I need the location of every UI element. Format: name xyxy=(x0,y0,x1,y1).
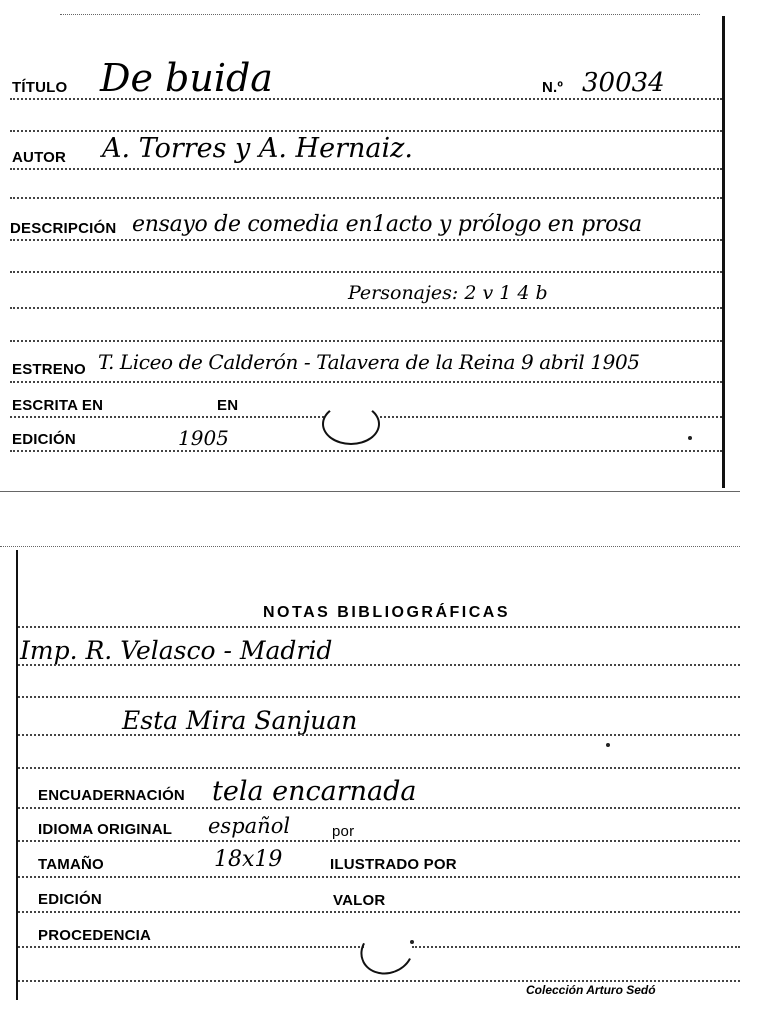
ruled-line xyxy=(18,876,740,878)
ruled-line xyxy=(18,696,740,698)
bibliographic-notes-heading: NOTAS BIBLIOGRÁFICAS xyxy=(263,604,511,621)
punch-hole xyxy=(354,920,420,982)
title-handwritten: De buida xyxy=(100,56,273,100)
card-top-edge-texture xyxy=(0,546,740,547)
binding-label: ENCUADERNACIÓN xyxy=(38,787,185,804)
edition-label: EDICIÓN xyxy=(12,431,76,448)
ruled-line xyxy=(18,946,364,948)
number-label: N.º xyxy=(542,79,564,96)
by-label: por xyxy=(332,823,355,840)
ruled-line xyxy=(10,271,722,273)
ruled-line xyxy=(18,767,740,769)
edition-handwritten: 1905 xyxy=(178,426,229,450)
ruled-line xyxy=(10,130,722,132)
ruled-line xyxy=(10,450,722,452)
ruled-line xyxy=(10,307,722,309)
original-language-label: IDIOMA ORIGINAL xyxy=(38,821,173,838)
catalog-card-back xyxy=(0,540,759,1028)
premiere-label: ESTRENO xyxy=(12,361,86,378)
illustrated-by-label: ILUSTRADO POR xyxy=(330,856,457,873)
provenance-label: PROCEDENCIA xyxy=(38,927,152,944)
original-language-handwritten: español xyxy=(208,814,291,838)
note-line-2-handwritten: Esta Mira Sanjuan xyxy=(122,706,358,735)
ruled-line xyxy=(18,980,740,982)
ruled-line xyxy=(18,664,740,666)
card-top-edge-texture xyxy=(60,14,700,15)
card-right-edge xyxy=(722,16,725,488)
ink-speck xyxy=(410,940,414,944)
ruled-line xyxy=(18,626,740,628)
author-label: AUTOR xyxy=(12,149,67,166)
size-label: TAMAÑO xyxy=(38,856,104,873)
ink-speck xyxy=(606,743,610,747)
collection-credit: Colección Arturo Sedó xyxy=(526,983,656,997)
en-label: EN xyxy=(217,397,239,414)
ruled-line xyxy=(10,98,722,100)
ruled-line xyxy=(412,946,740,948)
value-label: VALOR xyxy=(333,892,386,909)
edition-label: EDICIÓN xyxy=(38,891,102,908)
ruled-line xyxy=(10,340,722,342)
catalog-number-handwritten: 30034 xyxy=(582,68,665,98)
ruled-line xyxy=(380,416,722,418)
ruled-line xyxy=(18,840,740,842)
ruled-line xyxy=(10,416,324,418)
card-left-edge xyxy=(16,550,18,1000)
author-handwritten: A. Torres y A. Hernaiz. xyxy=(102,133,413,164)
punch-hole xyxy=(322,403,380,445)
ruled-line xyxy=(10,197,722,199)
ruled-line xyxy=(10,168,722,170)
premiere-handwritten: T. Liceo de Calderón - Talavera de la Reina 9 abril 1905 xyxy=(98,350,640,374)
note-line-1-handwritten: Imp. R. Velasco - Madrid xyxy=(20,636,333,665)
ink-speck xyxy=(688,436,692,440)
ruled-line xyxy=(18,911,740,913)
title-label: TÍTULO xyxy=(12,79,68,96)
ruled-line xyxy=(10,381,722,383)
ruled-line xyxy=(10,239,722,241)
size-handwritten: 18x19 xyxy=(214,847,283,872)
written-in-label: ESCRITA EN xyxy=(12,397,104,414)
ruled-line xyxy=(18,734,740,736)
card-bottom-edge xyxy=(0,491,740,492)
ruled-line xyxy=(18,807,740,809)
binding-handwritten: tela encarnada xyxy=(212,776,417,807)
catalog-card-front xyxy=(0,0,759,500)
description-handwritten: ensayo de comedia en1acto y prólogo en prosa xyxy=(132,212,642,237)
characters-note-handwritten: Personajes: 2 v 1 4 b xyxy=(348,282,548,304)
description-label: DESCRIPCIÓN xyxy=(10,220,117,237)
